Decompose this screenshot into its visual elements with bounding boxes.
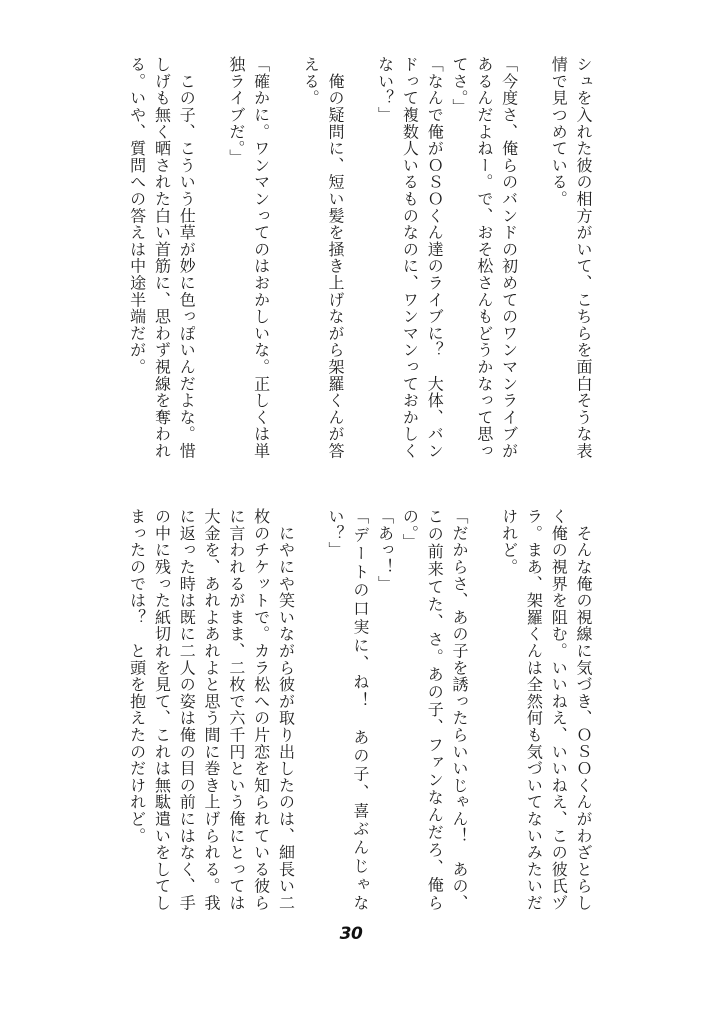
text-line: に返った時は既に二人の姿は俺の目の前にはなく、手	[177, 508, 197, 912]
text-line: 「今度さ、俺らのバンドの初めてのワンマンライブが	[499, 56, 519, 460]
text-line: 大金を、あれよあれよと思う間に巻き上げられる。我	[202, 508, 222, 912]
text-line: 「あっ！」	[375, 508, 395, 592]
text-line: この前来てた、さ。あの子、ファンなんだろ、俺ら	[425, 508, 445, 911]
text-line: 情で見つめている。	[549, 56, 569, 208]
text-line: けれど。	[499, 508, 519, 576]
text-line: てさ。」	[450, 56, 470, 116]
paragraph	[372, 56, 521, 462]
text-line: 独ライブだ。」	[226, 56, 246, 166]
text-line: そんな俺の視線に気づき、ＯＳＯくんがわざとらし	[574, 508, 593, 912]
text-line: 「なんで俺がＯＳＯくん達のライブに？ 大体、バン	[425, 56, 445, 460]
text-line: シュを入れた彼の相方がいて、こちらを面白そうな表	[574, 56, 593, 460]
text-line: の中に残った紙切れを見て、これは無駄遣いをしてし	[152, 508, 172, 912]
paragraph	[223, 56, 273, 462]
text-line: にやにや笑いながら彼が取り出したのは、細長い二	[276, 508, 296, 912]
paragraph	[124, 508, 298, 914]
lower-text-block	[124, 508, 595, 914]
text-line: く俺の視界を阻む。いいねえ、いいねえ、この彼氏ヅ	[549, 508, 569, 912]
text-line: 「確かに。ワンマンってのはおかしいな。正しくは単	[251, 56, 271, 460]
text-line: 「デートの口実に、ね！ あの子、喜ぶんじゃな	[350, 508, 370, 911]
text-line: まったのでは？ と頭を抱えたのだけれど。	[127, 508, 147, 844]
text-line: 枚のチケットで。カラ松への片恋を知られている彼ら	[251, 508, 271, 912]
text-line: ドって複数人いるものなのに、ワンマンっておかしく	[400, 56, 420, 460]
paragraph	[297, 56, 347, 462]
paragraph	[496, 508, 595, 914]
text-line: ない？」	[375, 56, 395, 124]
paragraph	[545, 56, 595, 462]
text-line: に言われるがまま、二枚で六千円という俺にとっては	[226, 508, 246, 912]
text-line: る。いや、質問への答えは中途半端だが。	[127, 56, 147, 376]
paragraph	[124, 56, 198, 462]
paragraph	[322, 508, 471, 914]
text-line: える。	[301, 56, 321, 107]
text-line: い？」	[326, 508, 346, 559]
text-line: あるんだよねー。で、おそ松さんもどうかなって思っ	[474, 56, 494, 460]
upper-text-block	[124, 56, 595, 462]
text-line: この子、こういう仕草が妙に色っぽいんだよな。惜	[177, 56, 197, 460]
text-line: 俺の疑問に、短い髪を掻き上げながら架羅くんが答	[326, 56, 346, 460]
text-line: の。」	[400, 508, 420, 551]
page-number: 30	[339, 924, 363, 944]
text-line: ラ。まあ、架羅くんは全然何も気づいてないみたいだ	[524, 508, 544, 912]
text-line: 「だからさ、あの子を誘ったらいいじゃん！ あの、	[450, 508, 470, 912]
text-line: しげも無く晒された白い首筋に、思わず視線を奪われ	[152, 56, 172, 460]
